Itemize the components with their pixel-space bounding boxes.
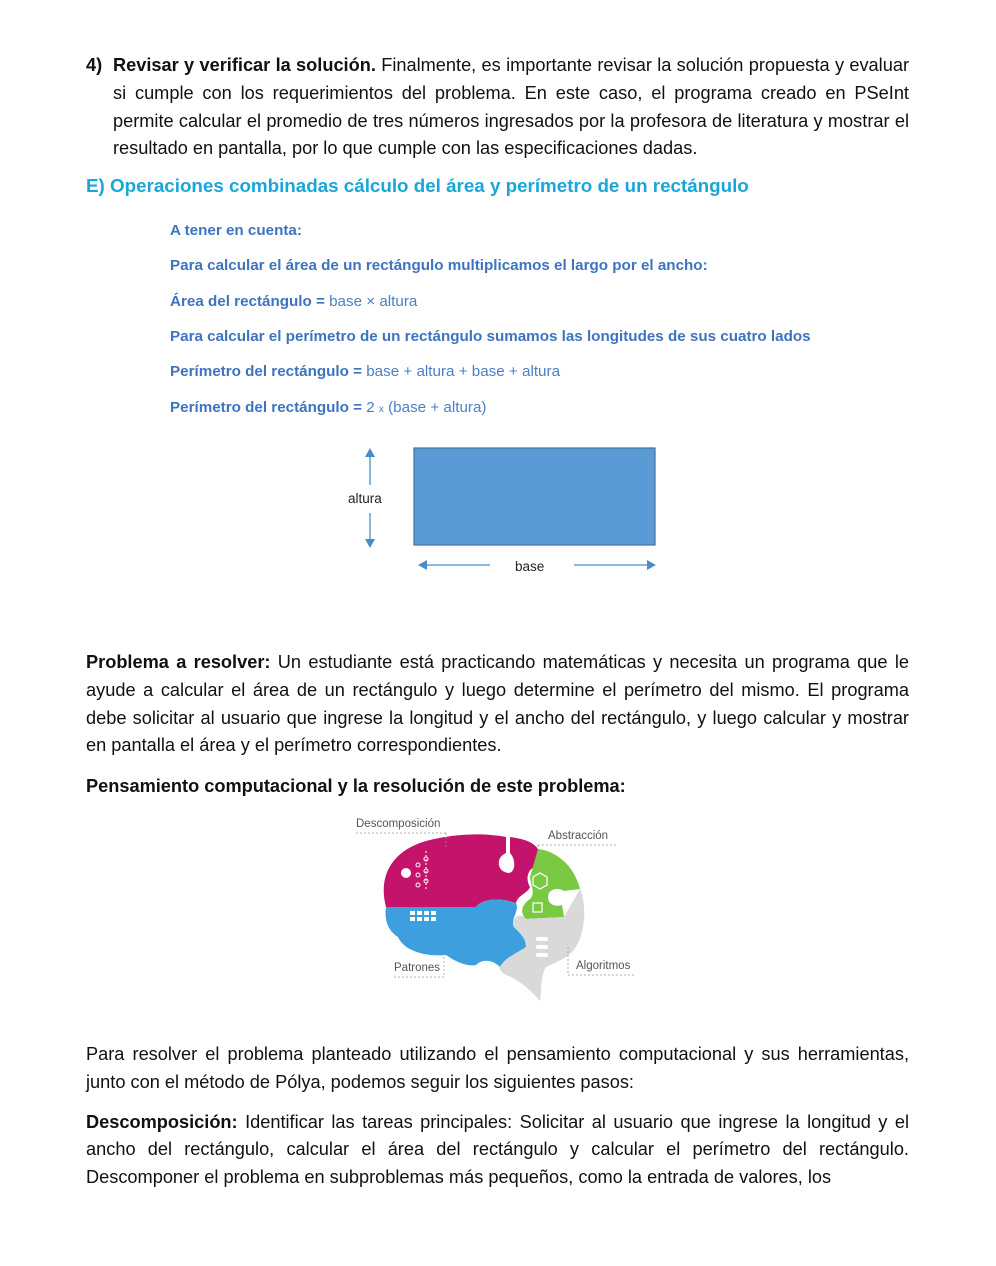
intro-paragraph: Para resolver el problema planteado utilizando el pensamiento computacional y sus herramientas, junto con el método de Pólya, podemos seguir los siguientes pasos: — [86, 1043, 909, 1092]
height-arrow-head-down — [365, 539, 375, 548]
decomposition-text: Identificar las tareas principales: Solicitar al usuario que ingrese la longitud y el ancho del rectángulo, calcular el área del rectángulo y calcular el perímetro del rectángulo. Descomponer el problema en subproblemas más pequeños, como la entrada de valores, los — [86, 1111, 909, 1188]
computational-thinking-figure — [86, 807, 909, 1029]
algorithms-bars-icon — [536, 937, 548, 957]
problem-paragraph — [86, 649, 909, 760]
brain-patterns-piece — [386, 899, 527, 966]
rectangle-diagram-svg — [86, 441, 909, 631]
rectangle-diagram — [86, 441, 909, 631]
note-line-2: Para calcular el área de un rectángulo multiplicamos el largo por el ancho: — [170, 257, 708, 275]
label-decomposition: Descomposición — [356, 817, 441, 830]
width-label: base — [515, 558, 545, 574]
decomposition-paragraph — [86, 1109, 909, 1192]
rectangle-shape — [414, 448, 655, 545]
notes-box — [170, 221, 909, 433]
step-4-paragraph — [113, 52, 909, 163]
height-arrow-head-up — [365, 448, 375, 457]
problem-label: Problema a resolver: — [86, 651, 271, 672]
label-abstraction: Abstracción — [548, 829, 609, 842]
document-page — [86, 52, 909, 1192]
computational-heading: Pensamiento computacional y la resolución de este problema: — [86, 776, 626, 797]
note-line-5: Perímetro del rectángulo = base + altura + base + altura — [170, 363, 561, 381]
width-arrow-head-right — [647, 560, 656, 570]
label-patterns: Patrones — [394, 961, 441, 974]
note-line-1: A tener en cuenta: — [170, 222, 302, 240]
step-4-title: Revisar y verificar la solución. — [113, 55, 376, 75]
decomposition-label: Descomposición: — [86, 1111, 238, 1132]
step-number: 4) — [86, 55, 103, 75]
section-e-heading: E) Operaciones combinadas cálculo del área y perímetro de un rectángulo — [86, 175, 749, 197]
decomposition-dot-icon — [401, 868, 411, 878]
label-algorithms: Algoritmos — [576, 959, 631, 972]
note-line-6: Perímetro del rectángulo = 2 x (base + altura) — [170, 398, 487, 416]
note-line-3: Área del rectángulo = base × altura — [170, 292, 418, 310]
height-label: altura — [348, 490, 382, 506]
step-4 — [86, 52, 909, 163]
problem-text: Un estudiante está practicando matemáticas y necesita un programa que le ayude a calcular el área de un rectángulo y luego determine el perímetro del mismo. El programa debe solicitar al usuario que ingrese la longitud y el ancho del rectángulo, y luego calcular y mostrar en pantalla el área y el perímetro correspondientes. — [86, 651, 909, 756]
note-line-4: Para calcular el perímetro de un rectángulo sumamos las longitudes de sus cuatro lados — [170, 328, 811, 346]
width-arrow-head-left — [418, 560, 427, 570]
brain-puzzle-svg — [86, 807, 909, 1029]
step-4-text: Finalmente, es importante revisar la solución propuesta y evaluar si cumple con los requerimientos del problema. En este caso, el programa creado en PSeInt permite calcular el promedio de tres números ingresados por la profesora de literatura y mostrar el resultado en pantalla, por lo que cumple con las especificaciones dadas. — [113, 55, 910, 159]
